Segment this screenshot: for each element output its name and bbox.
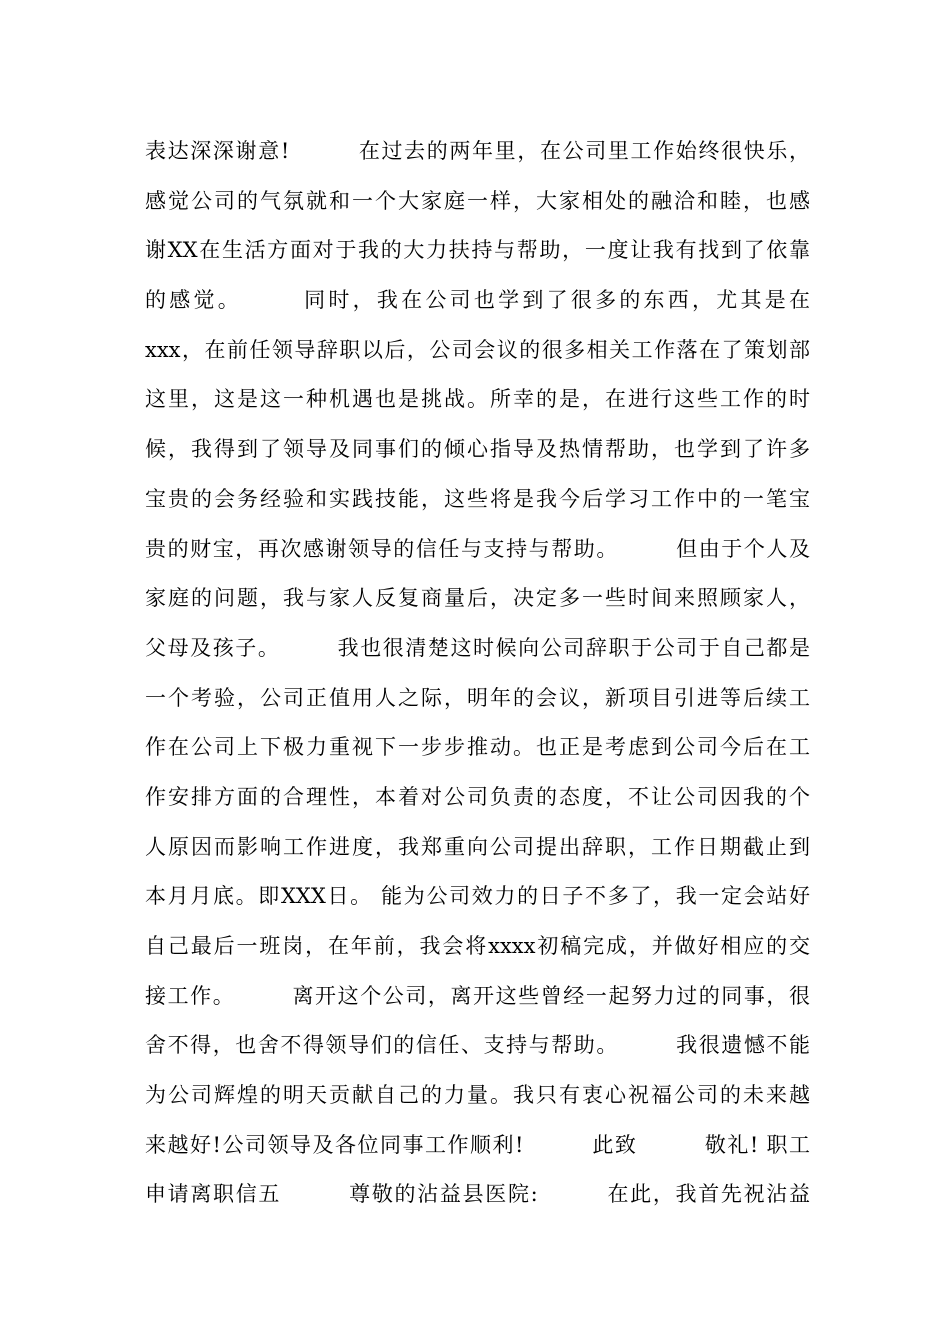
text-line-5: xxx，在前任领导辞职以后，公司会议的很多相关工作落在了策划部 bbox=[145, 337, 810, 362]
text-line-8: 宝贵的会务经验和实践技能，这些将是我今后学习工作中的一笔宝 bbox=[145, 486, 810, 511]
text-line-21: 来越好!公司领导及各位同事工作顺利! 此致 敬礼! 职工 bbox=[145, 1132, 810, 1157]
text-line-9: 贵的财宝，再次感谢领导的信任与支持与帮助。 但由于个人及 bbox=[145, 536, 810, 561]
text-line-16: 本月月底。即XXX日。 能为公司效力的日子不多了，我一定会站好 bbox=[145, 884, 810, 909]
text-line-22: 申请离职信五 尊敬的沾益县医院: 在此，我首先祝沾益 bbox=[145, 1182, 810, 1207]
text-line-19: 舍不得，也舍不得领导们的信任、支持与帮助。 我很遗憾不能 bbox=[145, 1033, 810, 1058]
text-line-13: 作在公司上下极力重视下一步步推动。也正是考虑到公司今后在工 bbox=[145, 735, 810, 760]
letter-body bbox=[145, 127, 810, 1220]
text-line-2: 感觉公司的气氛就和一个大家庭一样，大家相处的融洽和睦，也感 bbox=[145, 188, 810, 213]
text-line-14: 作安排方面的合理性，本着对公司负责的态度，不让公司因我的个 bbox=[145, 784, 810, 809]
text-line-6: 这里，这是这一种机遇也是挑战。所幸的是，在进行这些工作的时 bbox=[145, 387, 810, 412]
text-line-18: 接工作。 离开这个公司，离开这些曾经一起努力过的同事，很 bbox=[145, 983, 810, 1008]
text-line-3: 谢XX在生活方面对于我的大力扶持与帮助，一度让我有找到了依靠 bbox=[145, 238, 810, 263]
text-line-10: 家庭的问题，我与家人反复商量后，决定多一些时间来照顾家人， bbox=[145, 586, 810, 611]
text-line-1: 表达深深谢意! 在过去的两年里，在公司里工作始终很快乐， bbox=[145, 139, 810, 163]
text-line-12: 一个考验，公司正值用人之际，明年的会议，新项目引进等后续工 bbox=[145, 685, 810, 710]
text-line-15: 人原因而影响工作进度，我郑重向公司提出辞职，工作日期截止到 bbox=[145, 834, 810, 859]
text-line-7: 候，我得到了领导及同事们的倾心指导及热情帮助，也学到了许多 bbox=[145, 437, 810, 462]
text-line-17: 自己最后一班岗，在年前，我会将xxxx初稿完成，并做好相应的交 bbox=[145, 934, 810, 958]
text-line-4: 的感觉。 同时，我在公司也学到了很多的东西，尤其是在 bbox=[145, 288, 810, 313]
text-line-11: 父母及孩子。 我也很清楚这时候向公司辞职于公司于自己都是 bbox=[145, 635, 810, 660]
text-line-20: 为公司辉煌的明天贡献自己的力量。我只有衷心祝福公司的未来越 bbox=[145, 1083, 810, 1108]
